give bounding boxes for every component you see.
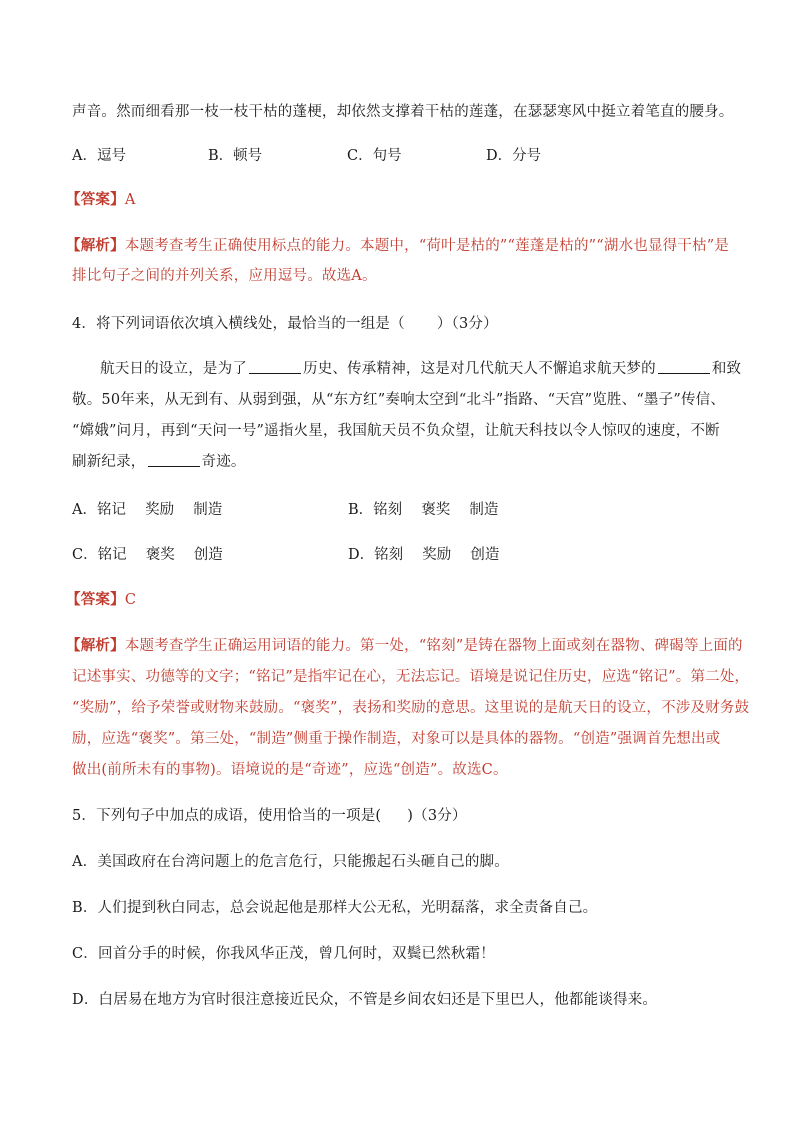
q3-option-d: D．分号: [486, 148, 542, 164]
blank-3: [148, 452, 200, 467]
q4-passage-line-4: 刷新纪录， 奇迹。: [72, 454, 246, 470]
q4-analysis-line-3: “奖励”，给予荣誉或财物来鼓励。“褒奖”，表扬和奖励的意思。这里说的是航天日的设立，不涉及财务鼓: [72, 700, 750, 716]
blank-1: [249, 359, 301, 374]
q4-option-d: D．铭刻 奖励 创造: [348, 547, 500, 563]
q5-option-a: A．美国政府在台湾问题上的危言危行，只能搬起石头砸自己的脚。: [72, 854, 509, 870]
q3-analysis-line-2: 排比句子之间的并列关系，应用逗号。故选A。: [72, 268, 377, 284]
blank-2: [658, 359, 710, 374]
q4-stem: 4．将下列词语依次填入横线处，最恰当的一组是（ ）（3分）: [72, 316, 498, 332]
q4-option-c: C．铭记 褒奖 创造: [72, 547, 223, 563]
q4-passage-line-1: 航天日的设立，是为了 历史、传承精神，这是对几代航天人不懈追求航天梦的 和致: [100, 361, 742, 377]
q3-answer: [66, 190, 135, 210]
q4-analysis-line-2: 记述事实、功德等的文字；“铭记”是指牢记在心，无法忘记。语境是说记住历史，应选“铭记”。第二处，: [72, 669, 750, 685]
q4-option-a: A．铭记 奖励 制造: [72, 502, 223, 518]
q4-passage-line-3: “嫦娥”问月，再到“天问一号”遥指火星，我国航天员不负众望，让航天科技以令人惊叹的速度，不断: [72, 423, 720, 439]
q5-option-d: D．白居易在地方为官时很注意接近民众，不管是乡间农妇还是下里巴人，他都能谈得来。: [72, 992, 658, 1008]
q5-stem: 5．下列句子中加点的成语，使用恰当的一项是( )（3分）: [72, 808, 467, 824]
q4-analysis-line-5: 做出(前所未有的事物)。语境说的是“奇迹”，应选“创造”。故选C。: [72, 762, 508, 778]
q4-passage-line-2: 敬。50年来，从无到有、从弱到强，从“东方红”奏响太空到“北斗”指路、“天宫”览胜、“墨子”传信、: [72, 392, 726, 408]
answer-label: 【答案】: [66, 191, 125, 208]
q4-option-b: B．铭刻 褒奖 制造: [348, 502, 499, 518]
q3-analysis-line-1: 【解析】本题考查考生正确使用标点的能力。本题中，“荷叶是枯的”“莲蓬是枯的”“湖水也显得干枯”是: [66, 237, 730, 254]
q3-option-b: B．顿号: [208, 148, 263, 164]
q4-analysis-line-1: 【解析】本题考查学生正确运用词语的能力。第一处，“铭刻”是铸在器物上面或刻在器物、碑碣等上面的: [66, 637, 743, 654]
q4-analysis-line-4: 励，应选“褒奖”。第三处，“制造”侧重于操作制造，对象可以是具体的器物。“创造”强调首先想出或: [72, 731, 721, 747]
q3-stem-tail: 声音。然而细看那一枝一枝干枯的蓬梗，却依然支撑着干枯的莲蓬，在瑟瑟寒风中挺立着笔直的腰身。: [72, 104, 734, 120]
answer-value: A: [124, 192, 136, 208]
q3-option-c: C．句号: [347, 148, 402, 164]
q5-option-c: C．回首分手的时候，你我风华正茂，曾几何时，双鬓已然秋霜！: [72, 946, 495, 962]
q3-option-a: A．逗号: [72, 148, 126, 164]
analysis-label: 【解析】: [66, 237, 125, 254]
q5-option-b: B．人们提到秋白同志，总会说起他是那样大公无私，光明磊落，求全责备自己。: [72, 900, 598, 916]
q4-answer: 【答案】C: [66, 591, 137, 608]
